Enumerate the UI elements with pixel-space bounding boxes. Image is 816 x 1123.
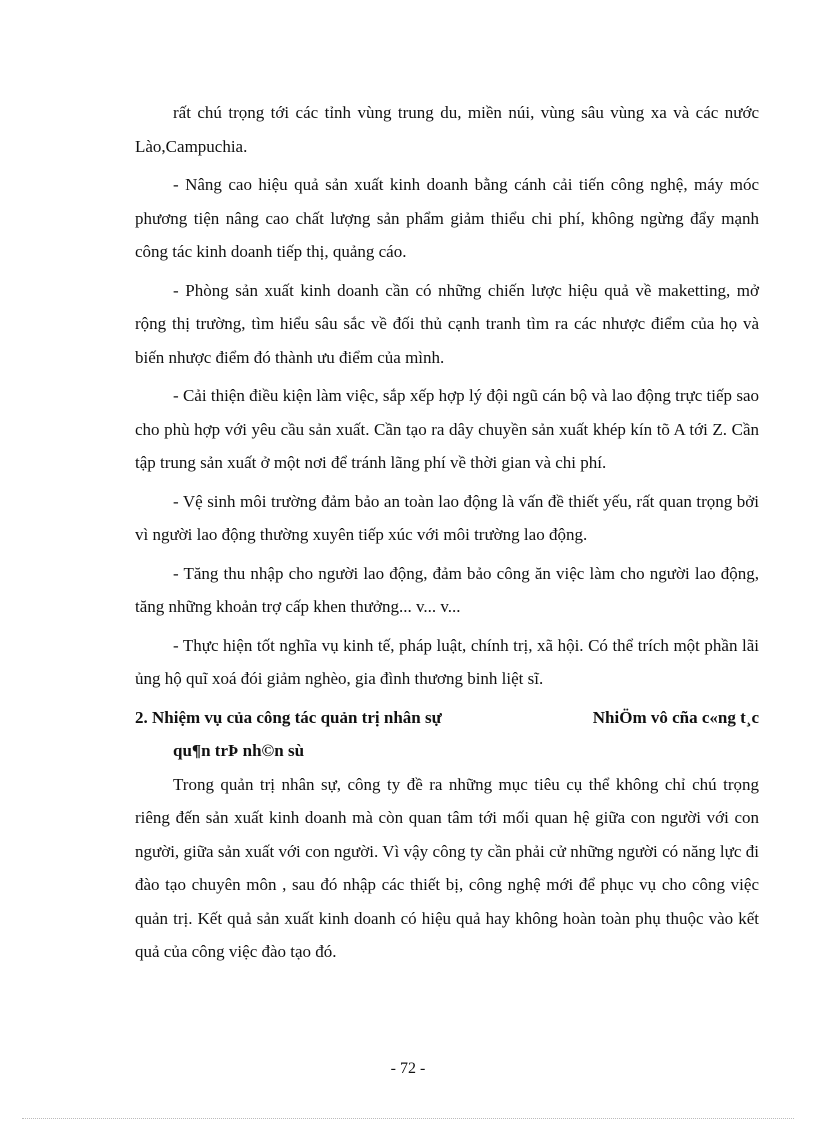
paragraph: - Nâng cao hiệu quả sản xuất kinh doanh bằng cánh cải tiến công nghệ, máy móc phương tiện nâng cao chất lượng sản phẩm giảm thiểu chi phí, không ngừng đẩy mạnh công tác kinh doanh tiếp thị, quảng cáo. — [135, 175, 759, 261]
section-heading — [135, 701, 759, 768]
paragraph: - Tăng thu nhập cho người lao động, đảm bảo công ăn việc làm cho người lao động, tăng những khoản trợ cấp khen thưởng... v... v... — [135, 563, 759, 616]
page-number: - 72 - — [390, 1060, 426, 1077]
paragraph: - Phòng sản xuất kinh doanh cần có những chiến lược hiệu quả về maketting, mở rộng thị trường, tìm hiểu sâu sắc về đối thủ cạnh tranh tìm ra các nhược điểm của họ và biến nhược điểm đó thành ưu điểm của mình. — [135, 280, 759, 367]
paragraph: rất chú trọng tới các tỉnh vùng trung du, miền núi, vùng sâu vùng xa và các nước Lào,Campuchia. — [135, 103, 759, 156]
body-text — [135, 96, 759, 974]
footer-rule — [22, 1118, 794, 1119]
section-heading-title: 2. Nhiệm vụ của công tác quản trị nhân sự — [135, 707, 442, 727]
paragraph: Trong quản trị nhân sự, công ty đề ra những mục tiêu cụ thể không chỉ chú trọng riêng đến sản xuất kinh doanh mà còn quan tâm tới mối quan hệ giữa con người với con người, giữa sản xuất với con người. Vì vậy công ty cần phải cử những người có năng lực đi đào tạo chuyên môn , sau đó nhập các thiết bị, công nghệ mới để phục vụ cho công việc quản trị. Kết quả sản xuất kinh doanh có hiệu quả hay không hoàn toàn phụ thuộc vào kết quả của công việc đào tạo đó. — [135, 774, 759, 961]
section-heading-garbled: NhiÖm vô cña c«ng t¸c — [592, 707, 759, 727]
paragraph: - Thực hiện tốt nghĩa vụ kinh tế, pháp luật, chính trị, xã hội. Có thể trích một phần lãi ủng hộ quĩ xoá đói giảm nghèo, gia đình thương binh liệt sĩ. — [135, 635, 759, 688]
paragraph: - Cải thiện điều kiện làm việc, sắp xếp hợp lý đội ngũ cán bộ và lao động trực tiếp sao cho phù hợp với yêu cầu sản xuất. Cần tạo ra dây chuyền sản xuất khép kín tõ A tới Z. Cần tập trung sản xuất ở một nơi để tránh lãng phí về thời gian và chi phí. — [135, 386, 759, 472]
section-heading-garbled-line2: qu¶n trÞ nh©n sù — [173, 741, 305, 760]
paragraph: - Vệ sinh môi trường đảm bảo an toàn lao động là vấn đề thiết yếu, rất quan trọng bởi vì người lao động thường xuyên tiếp xúc với môi trường lao động. — [135, 491, 759, 544]
